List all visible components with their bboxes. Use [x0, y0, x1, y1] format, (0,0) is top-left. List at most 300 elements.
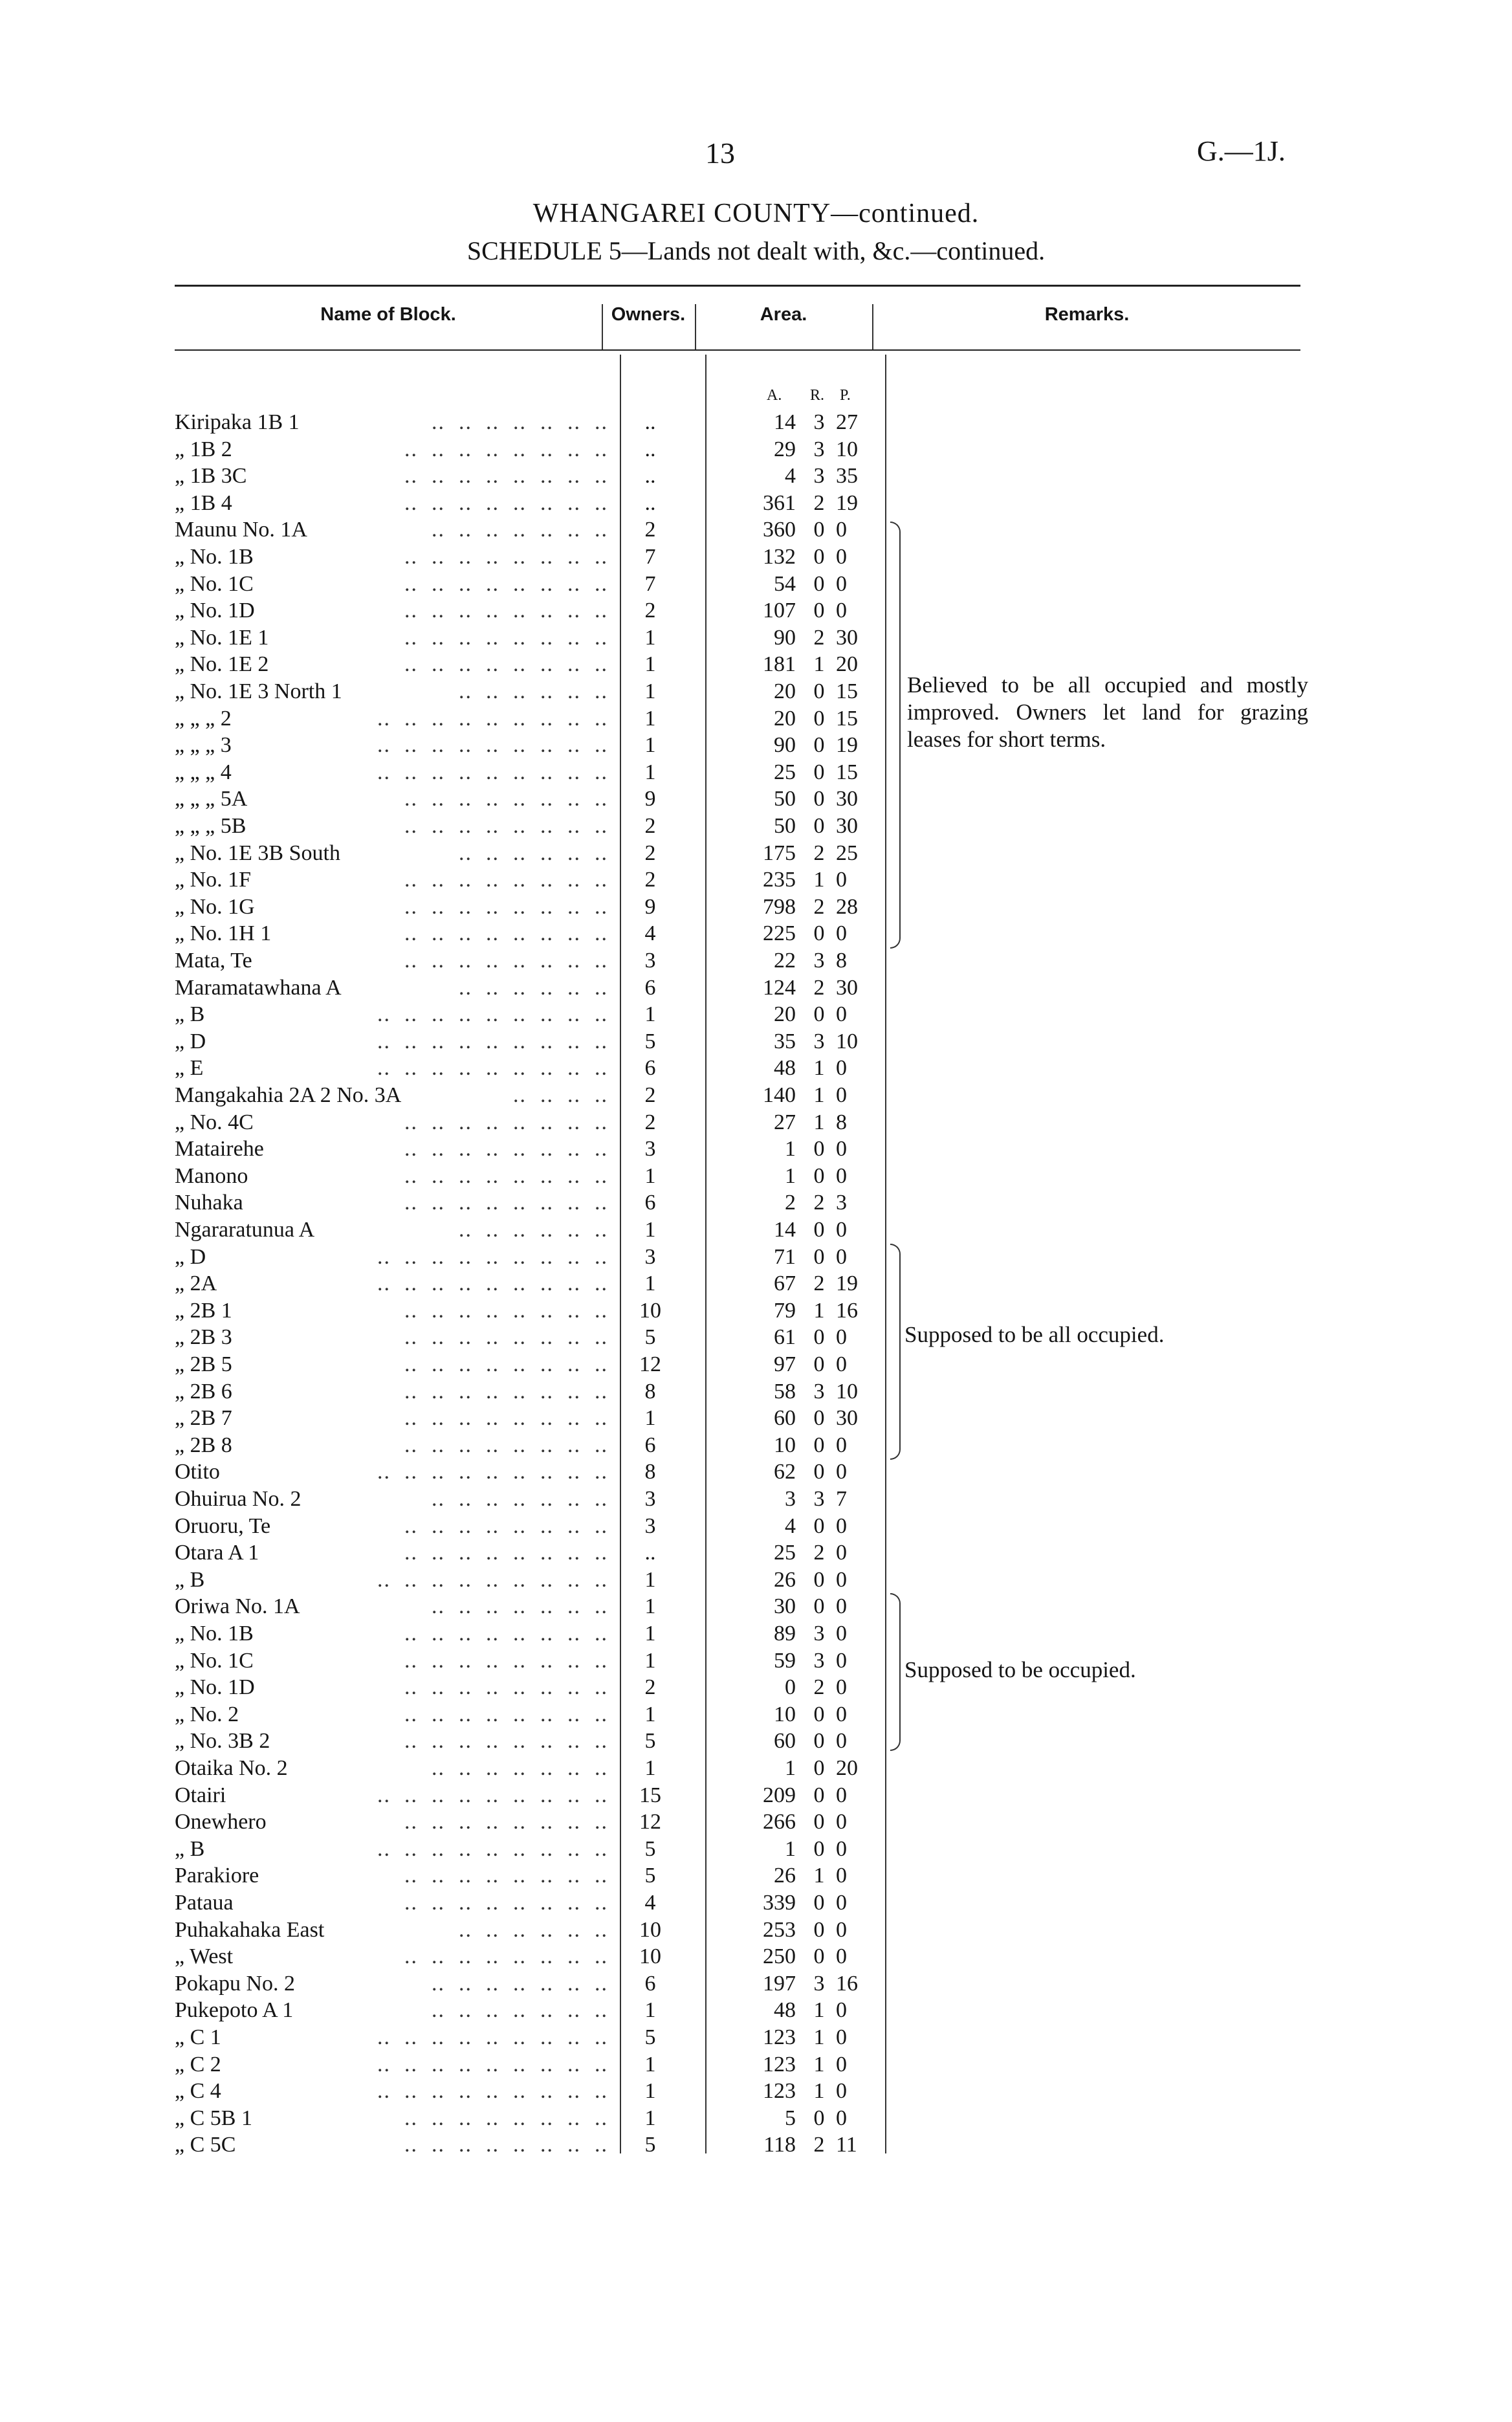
owners-count: 8 [644, 1460, 656, 1484]
area-perches: 0 [836, 1056, 847, 1080]
table-row [0, 1970, 1512, 1998]
column-divider [695, 304, 696, 349]
owners-count: 9 [644, 895, 656, 919]
leader-dots: .. .. .. .. .. .. .. .. [391, 491, 608, 515]
owners-count: 1 [644, 760, 656, 784]
leader-dots: .. .. .. .. .. .. .. .. [391, 949, 608, 973]
block-name: Maunu No. 1A [175, 518, 307, 542]
area-roods: 0 [813, 733, 825, 757]
area-roods: 3 [813, 1622, 825, 1646]
block-name: Ohuirua No. 2 [175, 1487, 301, 1511]
owners-count: 2 [644, 599, 656, 622]
area-perches: 10 [836, 437, 858, 461]
area-perches: 30 [836, 976, 858, 1000]
owners-count: 6 [644, 1191, 656, 1215]
area-roods: 2 [813, 1541, 825, 1565]
area-perches: 0 [836, 1918, 847, 1942]
area-perches: 30 [836, 626, 858, 650]
block-name: Nuhaka [175, 1191, 243, 1215]
leader-dots: .. .. .. .. .. .. [445, 976, 608, 1000]
area-perches: 0 [836, 2025, 847, 2049]
owners-count: 1 [644, 626, 656, 650]
area-perches: 27 [836, 410, 858, 434]
block-name: „ No. 1E 1 [175, 626, 269, 650]
area-perches: 28 [836, 895, 858, 919]
table-row [0, 1862, 1512, 1889]
area-acres: 250 [763, 1944, 796, 1968]
area-roods: 0 [813, 1406, 825, 1430]
leader-dots: .. .. .. .. .. .. .. .. [391, 787, 608, 811]
block-name: „ No. 1D [175, 1675, 255, 1699]
block-name: Otairi [175, 1783, 226, 1807]
area-roods: 0 [813, 679, 825, 703]
area-perches: 0 [836, 1541, 847, 1565]
area-acres: 20 [774, 679, 796, 703]
table-row [0, 894, 1512, 921]
area-perches: 0 [836, 1729, 847, 1753]
area-acres: 25 [774, 760, 796, 784]
owners-count: 1 [644, 1998, 656, 2022]
table-row [0, 1782, 1512, 1809]
block-name: „ 2B 6 [175, 1380, 232, 1404]
table-row [0, 1351, 1512, 1378]
area-perches: 30 [836, 1406, 858, 1430]
table-row [0, 759, 1512, 786]
leader-dots: .. .. .. .. .. .. .. .. [391, 2106, 608, 2130]
area-perches: 0 [836, 545, 847, 569]
table-row [0, 1567, 1512, 1594]
owners-count: 2 [644, 868, 656, 892]
leader-dots: .. .. .. .. .. .. .. .. [391, 545, 608, 569]
area-acres: 4 [785, 464, 796, 488]
block-name: „ No. 1C [175, 1649, 254, 1673]
area-roods: 0 [813, 1837, 825, 1861]
area-roods: 0 [813, 572, 825, 596]
area-acres: 50 [774, 814, 796, 838]
area-roods: 0 [813, 921, 825, 945]
block-name: „ D [175, 1029, 206, 1053]
area-perches: 0 [836, 2079, 847, 2103]
owners-count: 15 [639, 1783, 661, 1807]
area-acres: 209 [763, 1783, 796, 1807]
owners-count: 1 [644, 2079, 656, 2103]
area-roods: 0 [813, 1137, 825, 1161]
area-acres: 54 [774, 572, 796, 596]
area-acres: 79 [774, 1299, 796, 1323]
area-perches: 8 [836, 1110, 847, 1134]
area-roods: 1 [813, 1299, 825, 1323]
area-acres: 181 [763, 652, 796, 676]
area-acres: 22 [774, 949, 796, 973]
block-name: „ „ „ 2 [175, 707, 232, 731]
leader-dots: .. .. .. .. .. .. .. .. [391, 1864, 608, 1888]
leader-dots: .. .. .. .. .. .. .. .. .. [364, 1460, 608, 1484]
area-roods: 3 [813, 464, 825, 488]
area-acres: 360 [763, 518, 796, 542]
owners-count: 2 [644, 1110, 656, 1134]
area-roods: 1 [813, 1110, 825, 1134]
area-perches: 0 [836, 1137, 847, 1161]
block-name: Ngararatunua A [175, 1218, 315, 1242]
document-reference: G.—1J. [1197, 135, 1286, 167]
area-perches: 0 [836, 1083, 847, 1107]
area-perches: 0 [836, 2106, 847, 2130]
table-row [0, 1997, 1512, 2024]
table-row [0, 1513, 1512, 1540]
area-roods: 0 [813, 1944, 825, 1968]
block-name: „ West [175, 1944, 234, 1968]
area-acres: 71 [774, 1245, 796, 1269]
table-row [0, 1539, 1512, 1567]
area-acres: 132 [763, 545, 796, 569]
owners-count: 5 [644, 1029, 656, 1053]
area-acres: 27 [774, 1110, 796, 1134]
block-name: „ No. 2 [175, 1702, 239, 1726]
area-perches: 0 [836, 1837, 847, 1861]
table-row [0, 597, 1512, 624]
area-roods: 0 [813, 707, 825, 731]
table-row [0, 1917, 1512, 1944]
table-row [0, 516, 1512, 544]
block-name: „ C 1 [175, 2025, 221, 2049]
owners-count: 3 [644, 949, 656, 973]
area-acres: 1 [785, 1756, 796, 1780]
area-roods: 2 [813, 841, 825, 865]
owners-count: 1 [644, 1568, 656, 1592]
area-perches: 0 [836, 868, 847, 892]
owners-count: 10 [639, 1944, 661, 1968]
area-acres: 89 [774, 1622, 796, 1646]
leader-dots: .. .. .. .. .. .. .. .. [391, 895, 608, 919]
area-roods: 0 [813, 1245, 825, 1269]
area-acres: 253 [763, 1918, 796, 1942]
table-row [0, 1163, 1512, 1190]
table-row [0, 436, 1512, 463]
table-row [0, 463, 1512, 490]
table-row [0, 2024, 1512, 2051]
leader-dots: .. .. .. .. .. .. .. .. .. [364, 2025, 608, 2049]
area-perches: 16 [836, 1299, 858, 1323]
owners-count: 1 [644, 652, 656, 676]
block-name: „ 1B 4 [175, 491, 232, 515]
owners-count: 1 [644, 1756, 656, 1780]
area-acres: 97 [774, 1352, 796, 1376]
table-row [0, 1378, 1512, 1405]
table-row [0, 1028, 1512, 1055]
table-row [0, 490, 1512, 517]
block-name: „ No. 1H 1 [175, 921, 272, 945]
area-acres: 1 [785, 1837, 796, 1861]
unit-perches: P. [840, 387, 851, 404]
table-row [0, 544, 1512, 571]
block-name: „ No. 1B [175, 545, 254, 569]
area-perches: 0 [836, 1675, 847, 1699]
area-perches: 0 [836, 921, 847, 945]
area-perches: 0 [836, 1649, 847, 1673]
owners-count: 1 [644, 1622, 656, 1646]
unit-acres: A. [767, 387, 782, 404]
block-name: Oriwa No. 1A [175, 1594, 300, 1618]
area-roods: 0 [813, 814, 825, 838]
block-name: Pukepoto A 1 [175, 1998, 294, 2022]
area-acres: 225 [763, 921, 796, 945]
owners-count: 2 [644, 1675, 656, 1699]
leader-dots: .. .. .. .. .. .. .. .. [391, 1649, 608, 1673]
owners-count: 5 [644, 1837, 656, 1861]
area-roods: 2 [813, 1191, 825, 1215]
leader-dots: .. .. .. .. .. .. .. .. .. [364, 707, 608, 731]
area-acres: 4 [785, 1514, 796, 1538]
table-row [0, 1217, 1512, 1244]
owners-count: 2 [644, 841, 656, 865]
block-name: „ C 4 [175, 2079, 221, 2103]
table-row [0, 2105, 1512, 2132]
table-row [0, 1593, 1512, 1620]
leader-dots: .. .. .. .. .. .. .. .. [391, 1110, 608, 1134]
area-roods: 3 [813, 1487, 825, 1511]
block-name: „ No. 1E 3 North 1 [175, 679, 342, 703]
area-roods: 3 [813, 1649, 825, 1673]
leader-dots: .. .. .. .. .. .. .. .. [391, 572, 608, 596]
table-row [0, 786, 1512, 813]
owners-count: 2 [644, 1083, 656, 1107]
page-number: 13 [705, 137, 735, 170]
area-acres: 61 [774, 1325, 796, 1349]
table-row [0, 1620, 1512, 1647]
block-name: Pokapu No. 2 [175, 1972, 296, 1996]
area-acres: 90 [774, 626, 796, 650]
leader-dots: .. .. .. .. .. .. .. .. .. [364, 1029, 608, 1053]
area-perches: 0 [836, 1944, 847, 1968]
area-perches: 19 [836, 491, 858, 515]
column-header-owners: Owners. [611, 304, 686, 325]
area-perches: 20 [836, 652, 858, 676]
leader-dots: .. .. .. .. .. .. .. .. .. [364, 2079, 608, 2103]
table-row [0, 1244, 1512, 1271]
owners-count: 3 [644, 1514, 656, 1538]
area-acres: 35 [774, 1029, 796, 1053]
area-acres: 48 [774, 1056, 796, 1080]
owners-count: 5 [644, 1729, 656, 1753]
table-row [0, 1136, 1512, 1163]
block-name: „ C 2 [175, 2053, 221, 2076]
area-roods: 3 [813, 437, 825, 461]
area-perches: 0 [836, 1460, 847, 1484]
owners-count: 1 [644, 679, 656, 703]
remark-brace [890, 1593, 901, 1751]
leader-dots: .. .. .. .. .. .. .. .. .. [364, 1245, 608, 1269]
area-roods: 3 [813, 1380, 825, 1404]
leader-dots: .. .. .. .. .. .. .. [418, 1998, 608, 2022]
block-name: Matairehe [175, 1137, 264, 1161]
owners-count: .. [644, 1541, 656, 1565]
block-name: „ No. 4C [175, 1110, 254, 1134]
block-name: Parakiore [175, 1864, 259, 1888]
block-name: „ „ „ 4 [175, 760, 232, 784]
owners-count: 1 [644, 1406, 656, 1430]
area-perches: 15 [836, 679, 858, 703]
leader-dots: .. .. .. .. .. .. .. .. [391, 1352, 608, 1376]
leader-dots: .. .. .. .. .. .. [445, 1218, 608, 1242]
table-top-rule [175, 285, 1300, 287]
table-row [0, 1755, 1512, 1782]
area-acres: 118 [763, 2133, 796, 2157]
table-row [0, 1055, 1512, 1082]
area-acres: 197 [763, 1972, 796, 1996]
table-row [0, 1728, 1512, 1755]
block-name: „ 1B 2 [175, 437, 232, 461]
leader-dots: .. .. .. .. .. .. .. .. .. [364, 1783, 608, 1807]
area-roods: 0 [813, 1568, 825, 1592]
area-perches: 25 [836, 841, 858, 865]
block-name: „ D [175, 1245, 206, 1269]
area-perches: 0 [836, 1352, 847, 1376]
area-acres: 60 [774, 1729, 796, 1753]
table-row [0, 1459, 1512, 1486]
leader-dots: .. .. .. .. .. .. .. .. .. [364, 2053, 608, 2076]
owners-count: 3 [644, 1487, 656, 1511]
area-roods: 0 [813, 1756, 825, 1780]
area-perches: 7 [836, 1487, 847, 1511]
area-acres: 20 [774, 707, 796, 731]
area-perches: 0 [836, 599, 847, 622]
leader-dots: .. .. .. .. .. .. .. .. [391, 1729, 608, 1753]
leader-dots: .. .. .. .. .. .. .. .. [391, 1325, 608, 1349]
leader-dots: .. .. .. .. .. .. .. [418, 1594, 608, 1618]
table-row [0, 947, 1512, 974]
leader-dots: .. .. .. .. .. .. .. .. [391, 1191, 608, 1215]
block-name: „ No. 1E 3B South [175, 841, 340, 865]
area-perches: 15 [836, 707, 858, 731]
area-acres: 123 [763, 2079, 796, 2103]
leader-dots: .. .. .. .. .. .. .. .. .. [364, 1272, 608, 1295]
leader-dots: .. .. .. .. .. .. .. .. [391, 1406, 608, 1430]
area-roods: 0 [813, 2106, 825, 2130]
owners-count: 6 [644, 1056, 656, 1080]
remark-occupied: Supposed to be occupied. [904, 1657, 1136, 1682]
area-acres: 50 [774, 787, 796, 811]
table-row [0, 1270, 1512, 1297]
area-perches: 0 [836, 1245, 847, 1269]
table-row [0, 920, 1512, 947]
owners-count: 5 [644, 2133, 656, 2157]
block-name: „ 1B 3C [175, 464, 247, 488]
block-name: Puhakahaka East [175, 1918, 325, 1942]
area-acres: 10 [774, 1702, 796, 1726]
area-roods: 0 [813, 1218, 825, 1242]
area-roods: 0 [813, 1918, 825, 1942]
owners-count: 2 [644, 518, 656, 542]
area-perches: 10 [836, 1029, 858, 1053]
remark-brace [890, 1244, 901, 1460]
leader-dots: .. .. .. .. .. .. .. .. .. [364, 1568, 608, 1592]
area-acres: 2 [785, 1191, 796, 1215]
block-name: „ C 5B 1 [175, 2106, 252, 2130]
area-perches: 0 [836, 1783, 847, 1807]
area-acres: 235 [763, 868, 796, 892]
owners-count: .. [644, 491, 656, 515]
area-perches: 0 [836, 2053, 847, 2076]
area-perches: 0 [836, 1998, 847, 2022]
area-acres: 20 [774, 1002, 796, 1026]
leader-dots: .. .. .. .. .. .. [445, 679, 608, 703]
area-perches: 16 [836, 1972, 858, 1996]
leader-dots: .. .. .. .. .. .. .. .. .. [364, 733, 608, 757]
table-row [0, 1082, 1512, 1109]
leader-dots: .. .. .. .. .. .. .. .. [391, 868, 608, 892]
table-row [0, 2131, 1512, 2159]
leader-dots: .. .. .. .. .. .. .. .. .. [364, 760, 608, 784]
leader-dots: .. .. .. .. .. .. .. .. [391, 814, 608, 838]
owners-count: 1 [644, 733, 656, 757]
owners-count: 10 [639, 1299, 661, 1323]
leader-dots: .. .. .. .. .. .. .. .. [391, 1299, 608, 1323]
block-name: „ „ „ 3 [175, 733, 232, 757]
area-acres: 1 [785, 1164, 796, 1188]
area-acres: 124 [763, 976, 796, 1000]
area-perches: 0 [836, 1864, 847, 1888]
table-row [0, 1109, 1512, 1136]
table-row [0, 813, 1512, 840]
area-roods: 0 [813, 1433, 825, 1457]
block-name: „ No. 1F [175, 868, 252, 892]
owners-count: 5 [644, 2025, 656, 2049]
block-name: „ „ „ 5B [175, 814, 247, 838]
area-perches: 0 [836, 1622, 847, 1646]
area-roods: 1 [813, 1864, 825, 1888]
column-header-name: Name of Block. [320, 304, 456, 325]
area-acres: 29 [774, 437, 796, 461]
column-divider [602, 304, 603, 349]
table-row [0, 1943, 1512, 1970]
owners-count: 4 [644, 1891, 656, 1915]
leader-dots: .. .. .. .. .. .. .. [418, 410, 608, 434]
owners-count: 1 [644, 1702, 656, 1726]
block-name: Pataua [175, 1891, 234, 1915]
owners-count: 1 [644, 1649, 656, 1673]
area-roods: 1 [813, 652, 825, 676]
area-roods: 2 [813, 1272, 825, 1295]
area-perches: 0 [836, 1594, 847, 1618]
block-name: Onewhero [175, 1810, 267, 1834]
owners-count: 1 [644, 2106, 656, 2130]
area-acres: 361 [763, 491, 796, 515]
block-name: Oruoru, Te [175, 1514, 271, 1538]
owners-count: 1 [644, 1164, 656, 1188]
area-acres: 25 [774, 1541, 796, 1565]
remark-all-occupied: Supposed to be all occupied. [904, 1322, 1165, 1347]
leader-dots: .. .. .. .. .. .. [445, 841, 608, 865]
area-acres: 62 [774, 1460, 796, 1484]
owners-count: 3 [644, 1137, 656, 1161]
leader-dots: .. .. .. .. .. .. .. .. [391, 1810, 608, 1834]
owners-count: 12 [639, 1352, 661, 1376]
leader-dots: .. .. .. .. .. .. .. .. [391, 1164, 608, 1188]
area-perches: 35 [836, 464, 858, 488]
column-header-area: Area. [760, 304, 807, 325]
block-name: „ C 5C [175, 2133, 236, 2157]
table-row [0, 1297, 1512, 1325]
owners-count: 10 [639, 1918, 661, 1942]
block-name: „ 2A [175, 1272, 217, 1295]
owners-count: 2 [644, 814, 656, 838]
owners-count: 1 [644, 1218, 656, 1242]
column-header-remarks: Remarks. [1044, 304, 1130, 325]
leader-dots: .. .. .. .. .. .. .. .. [391, 1891, 608, 1915]
remark-occupied-improved: Believed to be all occupied and mostly improved. Owners let land for grazing leases for short terms. [907, 672, 1308, 752]
block-name: „ 2B 8 [175, 1433, 232, 1457]
area-roods: 0 [813, 1702, 825, 1726]
